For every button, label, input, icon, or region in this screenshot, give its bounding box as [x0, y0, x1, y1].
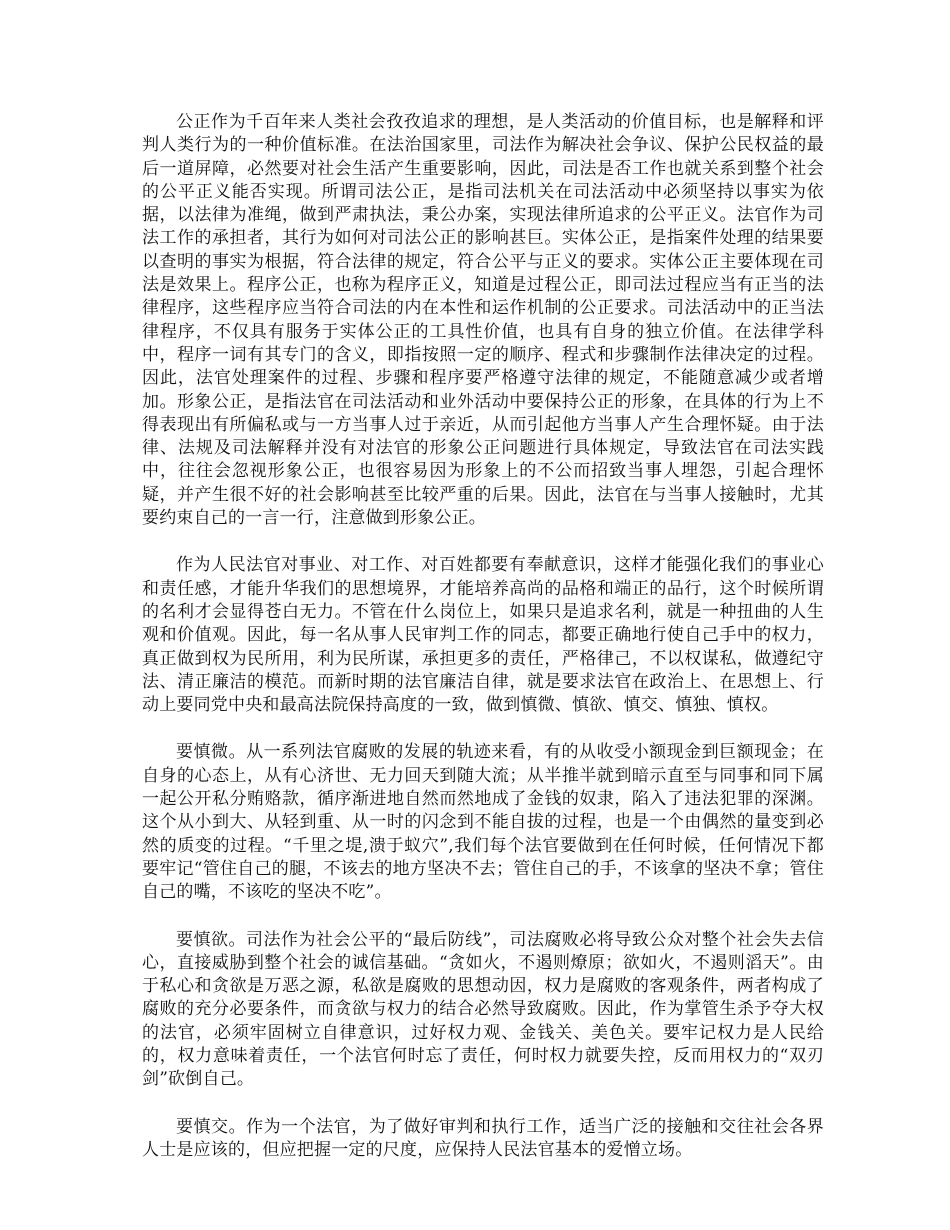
paragraph-judicial-fairness: 公正作为千百年来人类社会孜孜追求的理想，是人类活动的价值目标，也是解释和评判人类行为的一种价值标准。在法治国家里，司法作为解决社会争议、保护公民权益的最后一道屏障，必然要对社会生活产生重要影响，因此，司法是否工作也就关系到整个社会的公平正义能否实现。所谓司法公正，是指司法机关在司法活动中必须坚持以事实为依据，以法律为准绳，做到严肃执法，秉公办案，实现法律所追求的公平正义。法官作为司法工作的承担者，其行为如何对司法公正的影响甚巨。实体公正，是指案件处理的结果要以查明的事实为根据，符合法律的规定，符合公平与正义的要求。实体公正主要体现在司法是效果上。程序公正，也称为程序正义，知道是过程公正，即司法过程应当有正当的法律程序，这些程序应当符合司法的内在本性和运作机制的公正要求。司法活动中的正当法律程序，不仅具有服务于实体公正的工具性价值，也具有自身的独立价值。在法律学科中，程序一词有其专门的含义，即指按照一定的顺序、程式和步骤制作法律决定的过程。因此，法官处理案件的过程、步骤和程序要严格遵守法律的规定，不能随意减少或者增加。形象公正，是指法官在司法活动和业外活动中要保持公正的形象，在具体的行为上不得表现出有所偏私或与一方当事人过于亲近，从而引起他方当事人产生合理怀疑。由于法律、法规及司法解释并没有对法官的形象公正问题进行具体规定，导致法官在司法实践中，往往会忽视形象公正，也很容易因为形象上的不公而招致当事人埋怨，引起合理怀疑，并产生很不好的社会影响甚至比较严重的后果。因此，法官在与当事人接触时，尤其要约束自己的一言一行，注意做到形象公正。 — [142, 112, 824, 529]
paragraph-shen-jiao: 要慎交。作为一个法官，为了做好审判和执行工作，适当广泛的接触和交往社会各界人士是应该的，但应把握一定的尺度，应保持人民法官基本的爱憎立场。 — [142, 1116, 824, 1160]
paragraph-dedication: 作为人民法官对事业、对工作、对百姓都要有奉献意识，这样才能强化我们的事业心和责任感，才能升华我们的思想境界，才能培养高尚的品格和端正的品行，这个时候所谓的名利才会显得苍白无力。不管在什么岗位上，如果只是追求名利，就是一种扭曲的人生观和价值观。因此，每一名从事人民审判工作的同志，都要正确地行使自己手中的权力，真正做到权为民所用，利为民所谋，承担更多的责任，严格律己，不以权谋私，做遵纪守法、清正廉洁的模范。而新时期的法官廉洁自律，就是要求法官在政治上、在思想上、行动上要同党中央和最高法院保持高度的一致，做到慎微、慎欲、慎交、慎独、慎权。 — [142, 555, 824, 716]
document-page — [142, 111, 824, 1186]
paragraph-shen-wei: 要慎微。从一系列法官腐败的发展的轨迹来看，有的从收受小额现金到巨额现金；在自身的心态上，从有心济世、无力回天到随大流；从半推半就到暗示直至与同事和同下属一起公开私分贿赂款，循序渐进地自然而然地成了金钱的奴隶，陷入了违法犯罪的深渊。这个从小到大、从轻到重、从一时的闪念到不能自拔的过程，也是一个由偶然的量变到必然的质变的过程。“千里之堤,溃于蚁穴”,我们每个法官要做到在任何时候，任何情况下都要牢记“管住自己的腿，不该去的地方坚决不去；管住自己的手，不该拿的坚决不拿；管住自己的嘴，不该吃的坚决不吃”。 — [142, 742, 824, 903]
paragraph-shen-yu: 要慎欲。司法作为社会公平的“最后防线”，司法腐败必将导致公众对整个社会失去信心，直接威胁到整个社会的诚信基础。“贪如火，不遏则燎原；欲如火，不遏则滔天”。由于私心和贪欲是万恶之源，私欲是腐败的思想动因，权力是腐败的客观条件，两者构成了腐败的充分必要条件，而贪欲与权力的结合必然导致腐败。因此，作为掌管生杀予夺大权的法官，必须牢固树立自律意识，过好权力观、金钱关、美色关。要牢记权力是人民给的，权力意味着责任，一个法官何时忘了责任，何时权力就要失控，反而用权力的“双刃剑”砍倒自己。 — [142, 929, 824, 1090]
